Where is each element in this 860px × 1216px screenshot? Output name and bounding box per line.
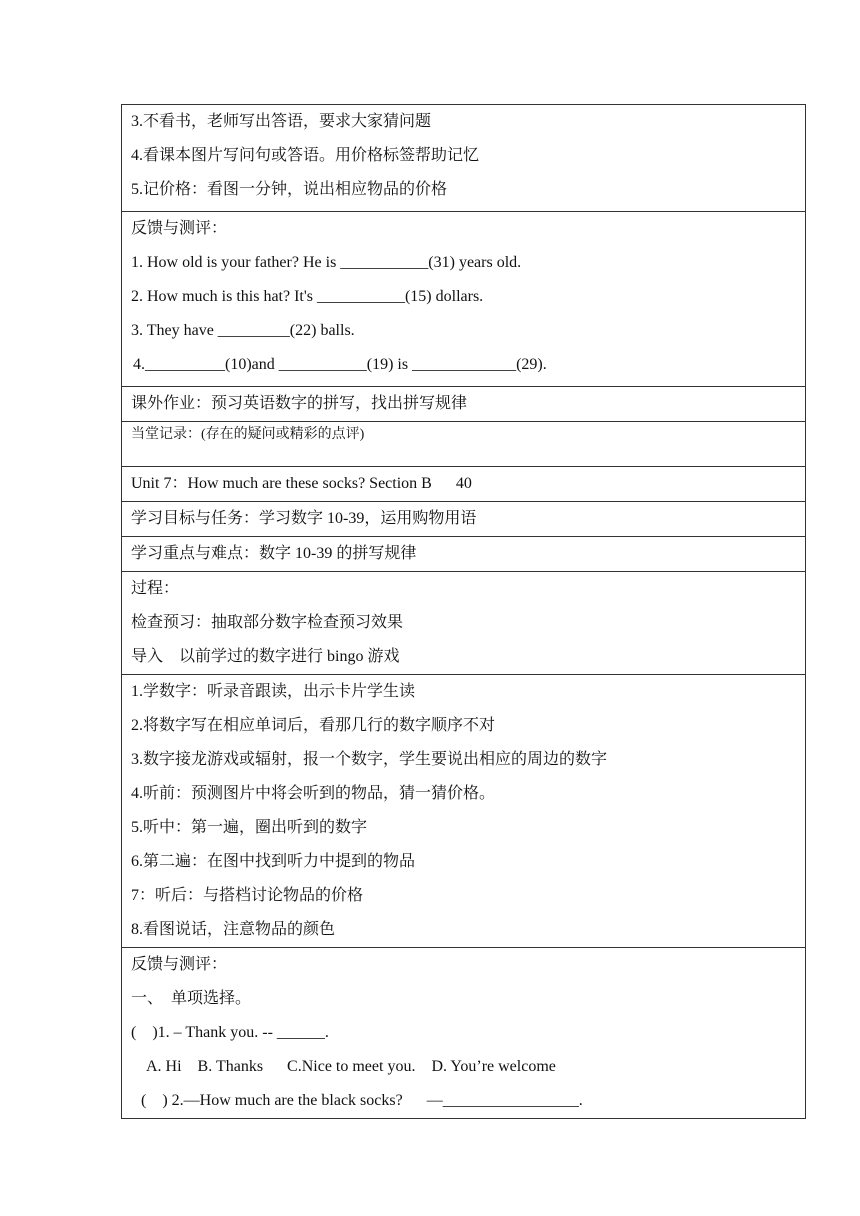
feedback-heading: 反馈与测评：	[131, 220, 228, 237]
table-row	[122, 675, 806, 948]
table-row	[122, 948, 806, 1119]
process-heading: 过程：	[131, 580, 180, 597]
preview-check-line: 检查预习：抽取部分数字检查预习效果	[131, 614, 404, 631]
line-step-3: 3.不看书，老师写出答语，要求大家猜问题	[131, 113, 432, 130]
question-1: ( )1. – Thank you. -- ______.	[131, 1024, 329, 1041]
objectives-line: 学习目标与任务：学习数字 10-39，运用购物用语	[131, 510, 477, 527]
unit-title-cell	[122, 467, 806, 502]
table-row	[122, 212, 806, 387]
question-1-options: A. Hi B. Thanks C.Nice to meet you. D. You’re welcome	[146, 1058, 556, 1075]
exercise-line-4: 4.__________(10)and ___________(19) is _____________(29).	[133, 356, 547, 373]
unit-title: Unit 7：How much are these socks? Section B 40	[131, 475, 472, 492]
activity-line-7: 7：听后：与搭档讨论物品的价格	[131, 887, 364, 904]
objectives-cell	[122, 502, 806, 537]
homework-line: 课外作业：预习英语数字的拼写，找出拼写规律	[131, 395, 468, 412]
table-row	[122, 387, 806, 422]
exercise-line-3: 3. They have _________(22) balls.	[131, 322, 355, 339]
exercise-line-2: 2. How much is this hat? It's ___________(15) dollars.	[131, 288, 484, 305]
feedback-cell-1	[122, 212, 806, 387]
table-row	[122, 105, 806, 212]
key-points-line: 学习重点与难点：数字 10-39 的拼写规律	[131, 545, 417, 562]
lead-in-line: 导入 以前学过的数字进行 bingo 游戏	[131, 648, 400, 665]
activity-line-3: 3.数字接龙游戏或辐射，报一个数字，学生要说出相应的周边的数字	[131, 751, 608, 768]
exercise-line-1: 1. How old is your father? He is ___________(31) years old.	[131, 254, 522, 271]
table-row	[122, 537, 806, 572]
process-cell	[122, 572, 806, 675]
activity-line-4: 4.听前：预测图片中将会听到的物品，猜一猜价格。	[131, 785, 496, 802]
activity-line-2: 2.将数字写在相应单词后，看那几行的数字顺序不对	[131, 717, 496, 734]
review-steps-cell	[122, 105, 806, 212]
table-row	[122, 502, 806, 537]
lesson-plan-table	[121, 104, 806, 1119]
question-2: ( ) 2.—How much are the black socks? —_________________.	[141, 1092, 583, 1109]
table-row	[122, 422, 806, 467]
feedback-heading-2: 反馈与测评：	[131, 956, 228, 973]
key-points-cell	[122, 537, 806, 572]
activity-line-5: 5.听中：第一遍，圈出听到的数字	[131, 819, 368, 836]
homework-cell	[122, 387, 806, 422]
activities-cell	[122, 675, 806, 948]
section-one-heading: 一、 单项选择。	[131, 990, 252, 1007]
class-notes-label: 当堂记录：(存在的疑问或精彩的点评)	[131, 427, 365, 442]
activity-line-8: 8.看图说话，注意物品的颜色	[131, 921, 336, 938]
activity-line-6: 6.第二遍：在图中找到听力中提到的物品	[131, 853, 416, 870]
feedback-cell-2	[122, 948, 806, 1119]
line-step-5: 5.记价格：看图一分钟，说出相应物品的价格	[131, 181, 448, 198]
line-step-4: 4.看课本图片写问句或答语。用价格标签帮助记忆	[131, 147, 480, 164]
table-row	[122, 467, 806, 502]
class-notes-cell	[122, 422, 806, 467]
activity-line-1: 1.学数字：听录音跟读，出示卡片学生读	[131, 683, 416, 700]
table-row	[122, 572, 806, 675]
lesson-plan-sheet	[121, 104, 806, 1119]
